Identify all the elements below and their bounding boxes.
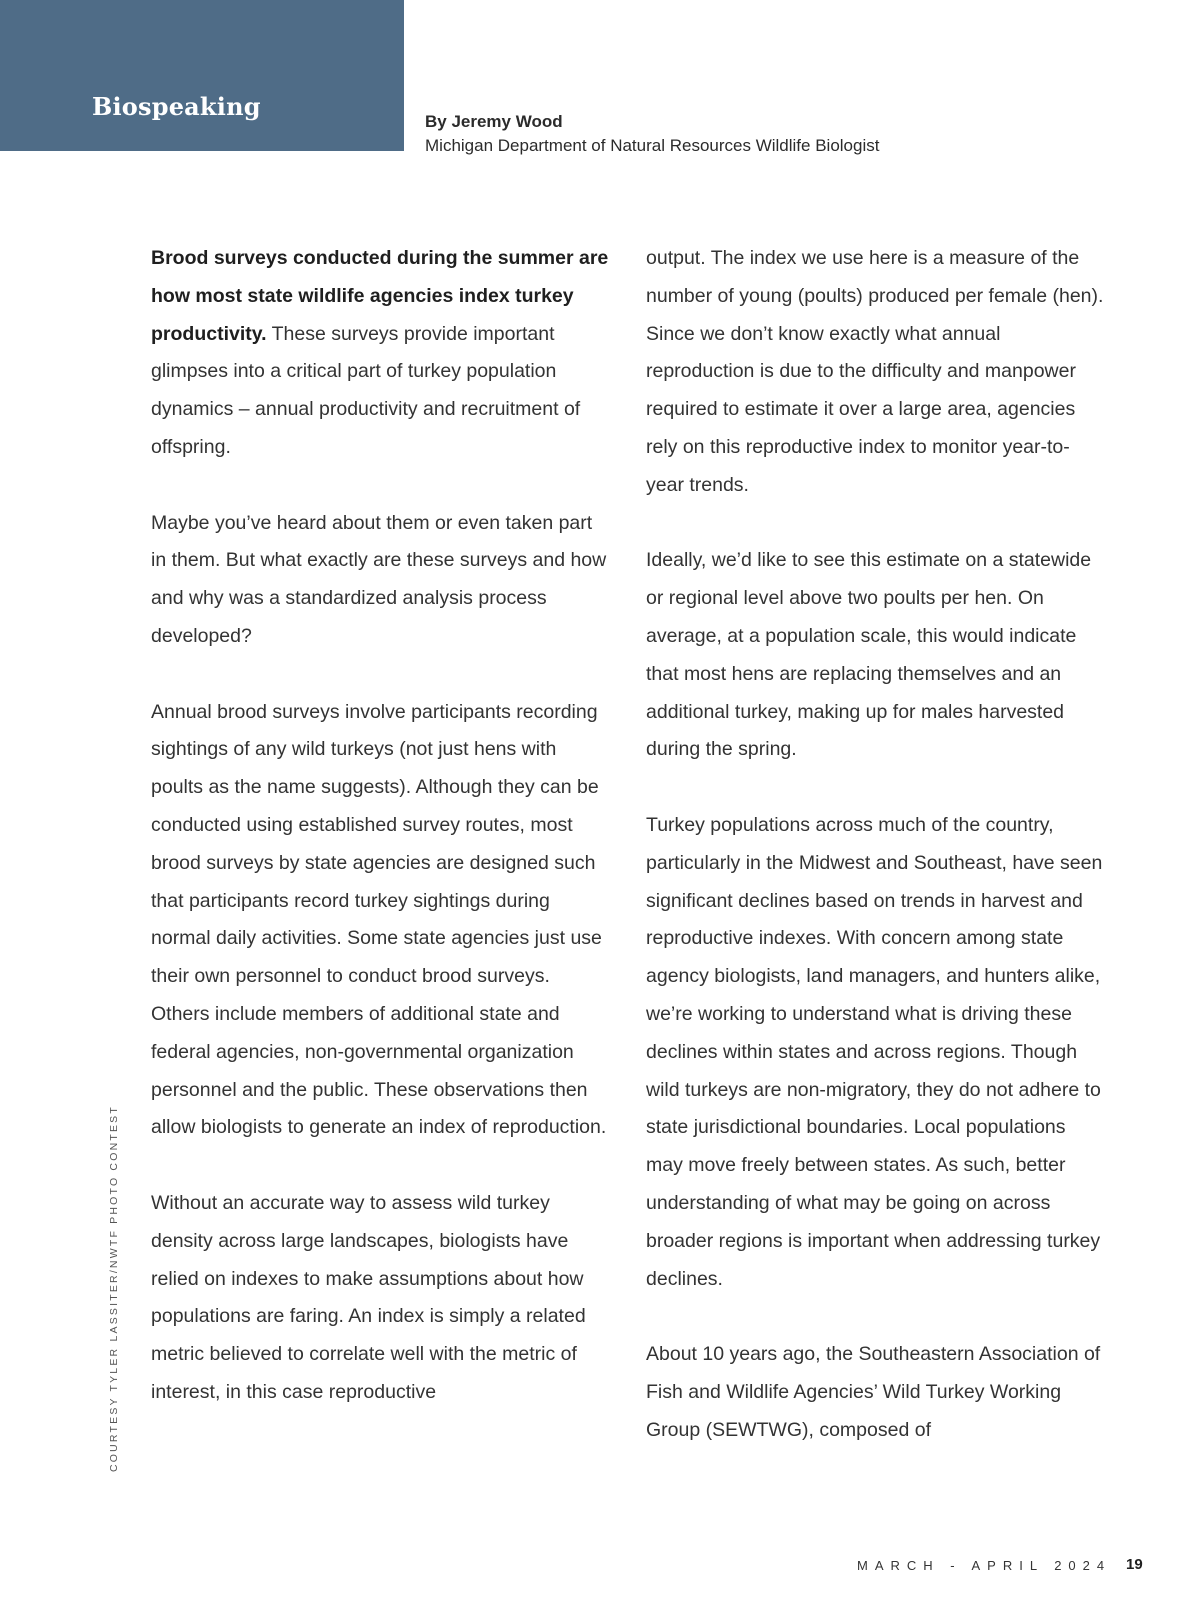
paragraph: Without an accurate way to assess wild turkey density across large landscapes, biologists have relied on indexes to make assumptions about how populations are faring. An index is simply a related metric believed to correlate well with the metric of interest, in this case reproductive bbox=[151, 1191, 586, 1403]
paragraph bbox=[151, 240, 611, 467]
paragraph-text: These surveys provide important glimpses into a critical part of turkey population dynamics – annual productivity and recruitment of offspring. bbox=[151, 322, 581, 458]
photo-credit: COURTESY TYLER LASSITER/NWTF PHOTO CONTEST bbox=[108, 1105, 120, 1472]
byline bbox=[425, 110, 879, 158]
section-title: Biospeaking bbox=[92, 92, 261, 121]
paragraph: Maybe you’ve heard about them or even taken part in them. But what exactly are these surveys and how and why was a standardized analysis process developed? bbox=[151, 511, 607, 647]
paragraph: Ideally, we’d like to see this estimate on a statewide or regional level above two poults per hen. On average, at a population scale, this would indicate that most hens are replacing themselves and an additional turkey, making up for males harvested during the spring. bbox=[646, 549, 1092, 761]
article-column-right bbox=[646, 240, 1106, 1450]
paragraph: output. The index we use here is a measure of the number of young (poults) produced per female (hen). Since we don’t know exactly what annual reproduction is due to the difficulty and manpower required to estimate it over a large area, agencies rely on this reproductive index to monitor year-to-year trends. bbox=[646, 247, 1104, 496]
author-name: By Jeremy Wood bbox=[425, 112, 563, 131]
paragraph: Annual brood surveys involve participants recording sightings of any wild turkeys (not just hens with poults as the name suggests). Although they can be conducted using established survey routes, most brood surveys by state agencies are designed such that participants record turkey sightings during normal daily activities. Some state agencies just use their own personnel to conduct brood surveys. Others include members of additional state and federal agencies, non-governmental organization personnel and the public. These observations then allow biologists to generate an index of reproduction. bbox=[151, 700, 607, 1139]
paragraph: About 10 years ago, the Southeastern Association of Fish and Wildlife Agencies’ Wild Turkey Working Group (SEWTWG), composed of bbox=[646, 1343, 1101, 1441]
section-banner bbox=[0, 0, 404, 151]
page-number: 19 bbox=[1126, 1556, 1143, 1573]
issue-date: MARCH - APRIL 2024 bbox=[857, 1558, 1112, 1573]
paragraph: Turkey populations across much of the country, particularly in the Midwest and Southeast, have seen significant declines based on trends in harvest and reproductive indexes. With concern among state agency biologists, land managers, and hunters alike, we’re working to understand what is driving these declines within states and across regions. Though wild turkeys are non-migratory, they do not adhere to state jurisdictional boundaries. Local populations may move freely between states. As such, better understanding of what may be going on across broader regions is important when addressing turkey declines. bbox=[646, 813, 1103, 1290]
author-affiliation: Michigan Department of Natural Resources Wildlife Biologist bbox=[425, 136, 880, 155]
article-column-left bbox=[151, 240, 611, 1412]
lead-sentence: Brood surveys conducted during the summer are how most state wildlife agencies index turkey productivity. bbox=[151, 247, 609, 345]
